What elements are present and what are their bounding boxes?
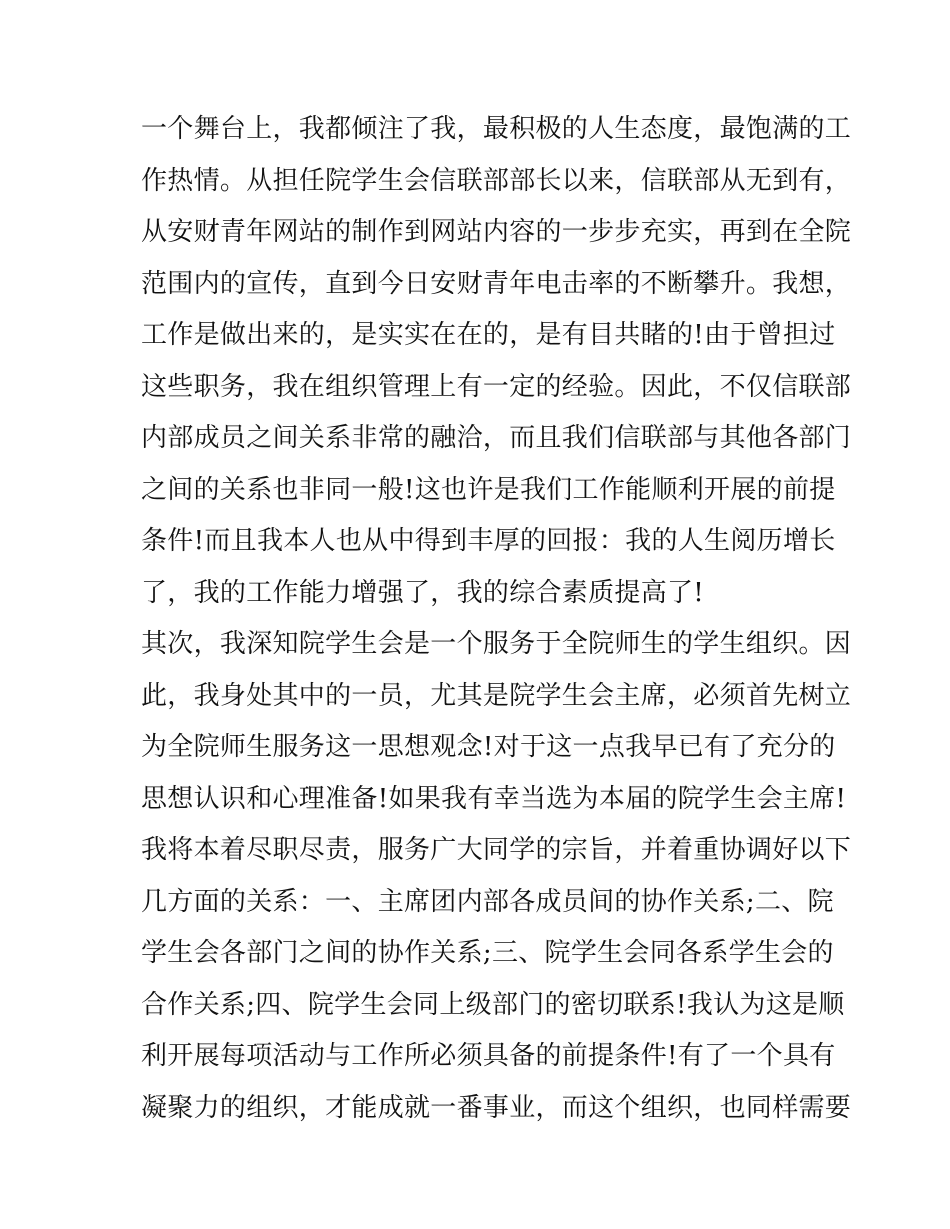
text-line: 此，我身处其中的一员，尤其是院学生会主席，必须首先树立 [141, 680, 852, 711]
text-line: 一个舞台上，我都倾注了我，最积极的人生态度，最饱满的工 [141, 114, 852, 144]
text-line: 范围内的宣传，直到今日安财青年电击率的不断攀升。我想， [141, 268, 852, 299]
text-line: 之间的关系也非同一般!这也许是我们工作能顺利开展的前提 [141, 474, 836, 505]
text-line: 利开展每项活动与工作所必须具备的前提条件!有了一个具有 [141, 1041, 836, 1071]
text-line: 思想认识和心理准备!如果我有幸当选为本届的院学生会主席! [141, 783, 847, 814]
text-line: 从安财青年网站的制作到网站内容的一步步充实，再到在全院 [141, 217, 852, 247]
text-line: 这些职务，我在组织管理上有一定的经验。因此，不仅信联部 [141, 371, 852, 402]
text-line: 工作是做出来的，是实实在在的，是有目共睹的!由于曾担过 [141, 320, 836, 350]
text-line: 为全院师生服务这一思想观念!对于这一点我早已有了充分的 [141, 732, 836, 762]
text-line: 几方面的关系：一、主席团内部各成员间的协作关系;二、院 [141, 886, 834, 917]
text-line: 内部成员之间关系非常的融洽，而且我们信联部与其他各部门 [141, 423, 852, 453]
text-line: 条件!而且我本人也从中得到丰厚的回报：我的人生阅历增长 [141, 526, 836, 556]
text-line: 学生会各部门之间的协作关系;三、院学生会同各系学生会的 [141, 938, 834, 968]
text-line: 我将本着尽职尽责，服务广大同学的宗旨，并着重协调好以下 [141, 835, 852, 865]
text-line: 作热情。从担任院学生会信联部部长以来，信联部从无到有， [141, 165, 852, 196]
text-line: 凝聚力的组织，才能成就一番事业，而这个组织，也同样需要 [141, 1092, 852, 1123]
body-text [141, 104, 852, 1134]
text-line: 合作关系;四、院学生会同上级部门的密切联系!我认为这是顺 [141, 989, 845, 1020]
text-line: 其次，我深知院学生会是一个服务于全院师生的学生组织。因 [141, 629, 852, 659]
text-line: 了，我的工作能力增强了，我的综合素质提高了! [141, 577, 705, 608]
